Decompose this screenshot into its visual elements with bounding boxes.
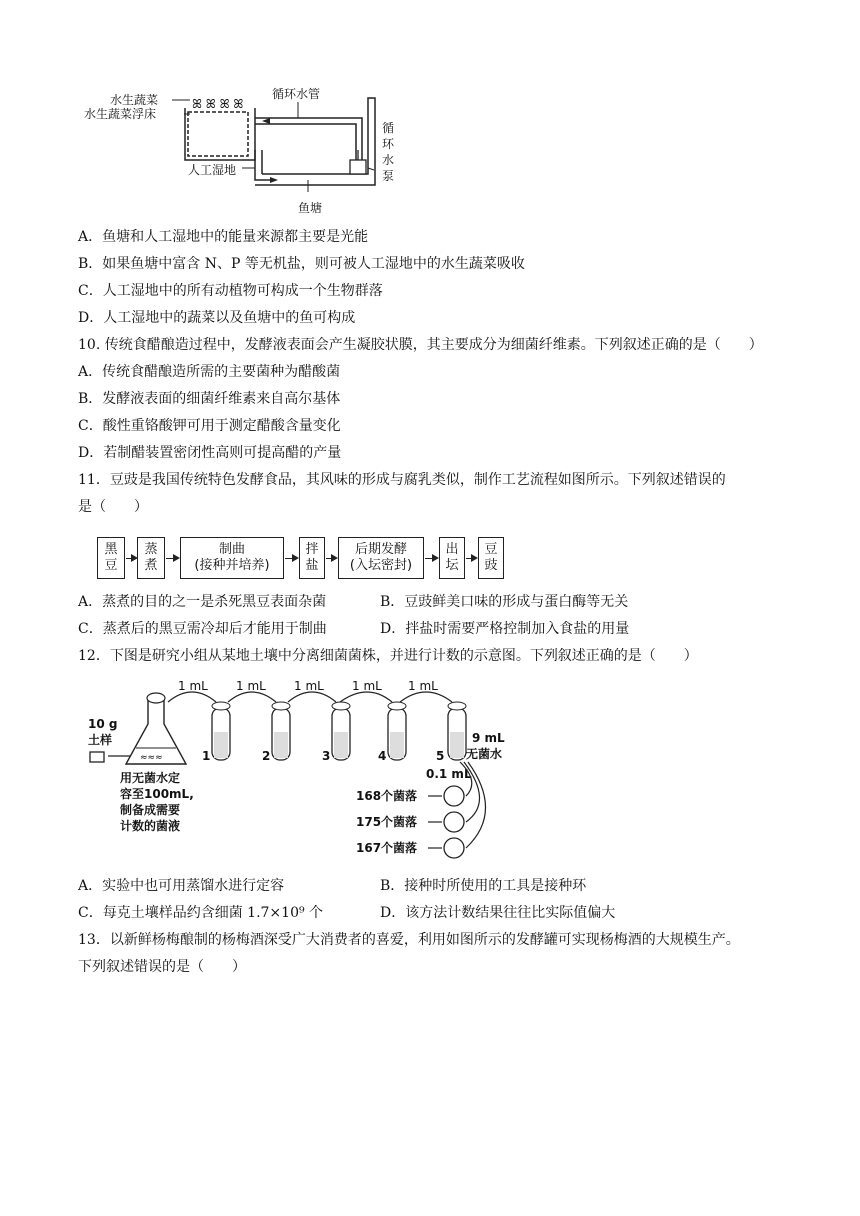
q12-option-d: D．该方法计数结果往往比实际值偏大 <box>380 905 616 921</box>
q12-stem: 12．下图是研究小组从某地土壤中分离细菌菌株，并进行计数的示意图。下列叙述正确的是（ ） <box>78 648 698 664</box>
transfer-label-5: 1 mL <box>408 679 438 693</box>
flow-step-4: 拌 盐 <box>299 537 325 579</box>
water-label-1: 9 mL <box>472 731 505 745</box>
q10-option-c: C．酸性重铬酸钾可用于测定醋酸含量变化 <box>78 418 341 434</box>
tube-4 <box>388 702 406 760</box>
q12-option-c: C．每克土壤样品约含细菌 1.7×10⁹ 个 <box>78 905 324 921</box>
tube-3 <box>332 702 350 760</box>
soil-label-1: 10 g <box>88 717 118 731</box>
tube-number-4: 4 <box>378 749 387 763</box>
flask-note-1: 用无菌水定 <box>120 771 181 785</box>
flow-step-5: 后期发酵 (入坛密封) <box>338 537 424 579</box>
q9-option-c: C．人工湿地中的所有动植物可构成一个生物群落 <box>78 283 383 299</box>
tube-1 <box>212 702 230 760</box>
flask-note-3: 制备成需要 <box>120 803 181 817</box>
transfer-label-3: 1 mL <box>294 679 324 693</box>
q11-stem-line1: 11．豆豉是我国传统特色发酵食品，其风味的形成与腐乳类似，制作工艺流程如图所示。下列叙述错误的 <box>78 472 726 488</box>
wetland-pond-diagram <box>80 80 440 220</box>
q13-stem-line1: 13．以新鲜杨梅酿制的杨梅酒深受广大消费者的喜爱，利用如图所示的发酵罐可实现杨梅酒的大规模生产。 <box>78 932 740 948</box>
tube-number-2: 2 <box>262 749 271 763</box>
flow-step-2: 蒸 煮 <box>137 537 165 579</box>
label-pump-3: 水 <box>382 153 395 167</box>
pump-icon <box>350 160 366 174</box>
transfer-label-2: 1 mL <box>236 679 266 693</box>
q9-option-a: A．鱼塘和人工湿地中的能量来源都主要是光能 <box>78 229 369 245</box>
flow-step-3: 制曲 (接种并培养) <box>180 537 284 579</box>
q10-option-d: D．若制醋装置密闭性高则可提高醋的产量 <box>78 445 342 461</box>
tube-number-1: 1 <box>202 749 211 763</box>
petri-dishes <box>428 786 464 858</box>
plate-volume: 0.1 mL <box>426 767 472 781</box>
petri-dish-1 <box>444 786 464 806</box>
transfer-label-1: 1 mL <box>178 679 208 693</box>
soil-label-2: 土样 <box>88 733 113 747</box>
tube-number-3: 3 <box>322 749 331 763</box>
tube-number-5: 5 <box>436 749 445 763</box>
flask-note-2: 容至100mL, <box>120 787 194 801</box>
q10-option-a: A．传统食醋酿造所需的主要菌种为醋酸菌 <box>78 364 341 380</box>
transfer-label-4: 1 mL <box>352 679 382 693</box>
test-tubes <box>212 702 466 760</box>
label-pump-4: 泵 <box>382 169 395 183</box>
q10-stem: 10. 传统食醋酿造过程中，发酵液表面会产生凝胶状膜，其主要成分为细菌纤维素。下列叙述正确的是（ ） <box>78 337 763 353</box>
vegetable-plants-icon <box>192 97 243 111</box>
label-pipe: 循环水管 <box>272 87 321 101</box>
colony-count-2: 175个菌落 <box>356 815 418 829</box>
label-floatbed: 水生蔬菜浮床 <box>84 107 157 121</box>
q12-option-a: A．实验中也可用蒸馏水进行定容 <box>78 878 285 894</box>
petri-dish-2 <box>444 812 464 832</box>
colony-count-3: 167个菌落 <box>356 841 418 855</box>
q10-option-b: B．发酵液表面的细菌纤维素来自高尔基体 <box>78 391 341 407</box>
label-vegetable: 水生蔬菜 <box>110 93 159 107</box>
q11-stem-line2: 是（ ） <box>78 499 148 515</box>
svg-text:≈≈≈: ≈≈≈ <box>140 753 163 763</box>
tube-5 <box>448 702 466 760</box>
q9-option-d: D．人工湿地中的蔬菜以及鱼塘中的鱼可构成 <box>78 310 356 326</box>
flow-step-1: 黑 豆 <box>97 537 125 579</box>
dilution-diagram <box>80 672 560 862</box>
water-label-2: 无菌水 <box>466 747 503 761</box>
q12-option-b: B．接种时所使用的工具是接种环 <box>380 878 587 894</box>
tube-2 <box>272 702 290 760</box>
svg-text:ꕤ ꕤ ꕤ ꕤ: ꕤ ꕤ ꕤ ꕤ <box>192 97 244 111</box>
flow-step-7: 豆 豉 <box>478 537 504 579</box>
soil-container-icon <box>90 752 104 762</box>
label-pump-1: 循 <box>382 121 395 135</box>
label-wetland: 人工湿地 <box>188 163 237 177</box>
q11-option-c: C．蒸煮后的黑豆需冷却后才能用于制曲 <box>78 621 327 637</box>
flask-note-4: 计数的菌液 <box>120 819 181 833</box>
petri-dish-3 <box>444 838 464 858</box>
q11-option-a: A．蒸煮的目的之一是杀死黑豆表面杂菌 <box>78 594 327 610</box>
colony-count-1: 168个菌落 <box>356 789 418 803</box>
q9-option-b: B．如果鱼塘中富含 N、P 等无机盐，则可被人工湿地中的水生蔬菜吸收 <box>78 256 525 272</box>
q11-option-d: D．拌盐时需要严格控制加入食盐的用量 <box>380 621 630 637</box>
label-pump-2: 环 <box>382 137 395 151</box>
flow-step-6: 出 坛 <box>439 537 465 579</box>
label-pond: 鱼塘 <box>298 201 323 215</box>
q11-option-b: B．豆豉鲜美口味的形成与蛋白酶等无关 <box>380 594 629 610</box>
q13-stem-line2: 下列叙述错误的是（ ） <box>78 959 246 975</box>
